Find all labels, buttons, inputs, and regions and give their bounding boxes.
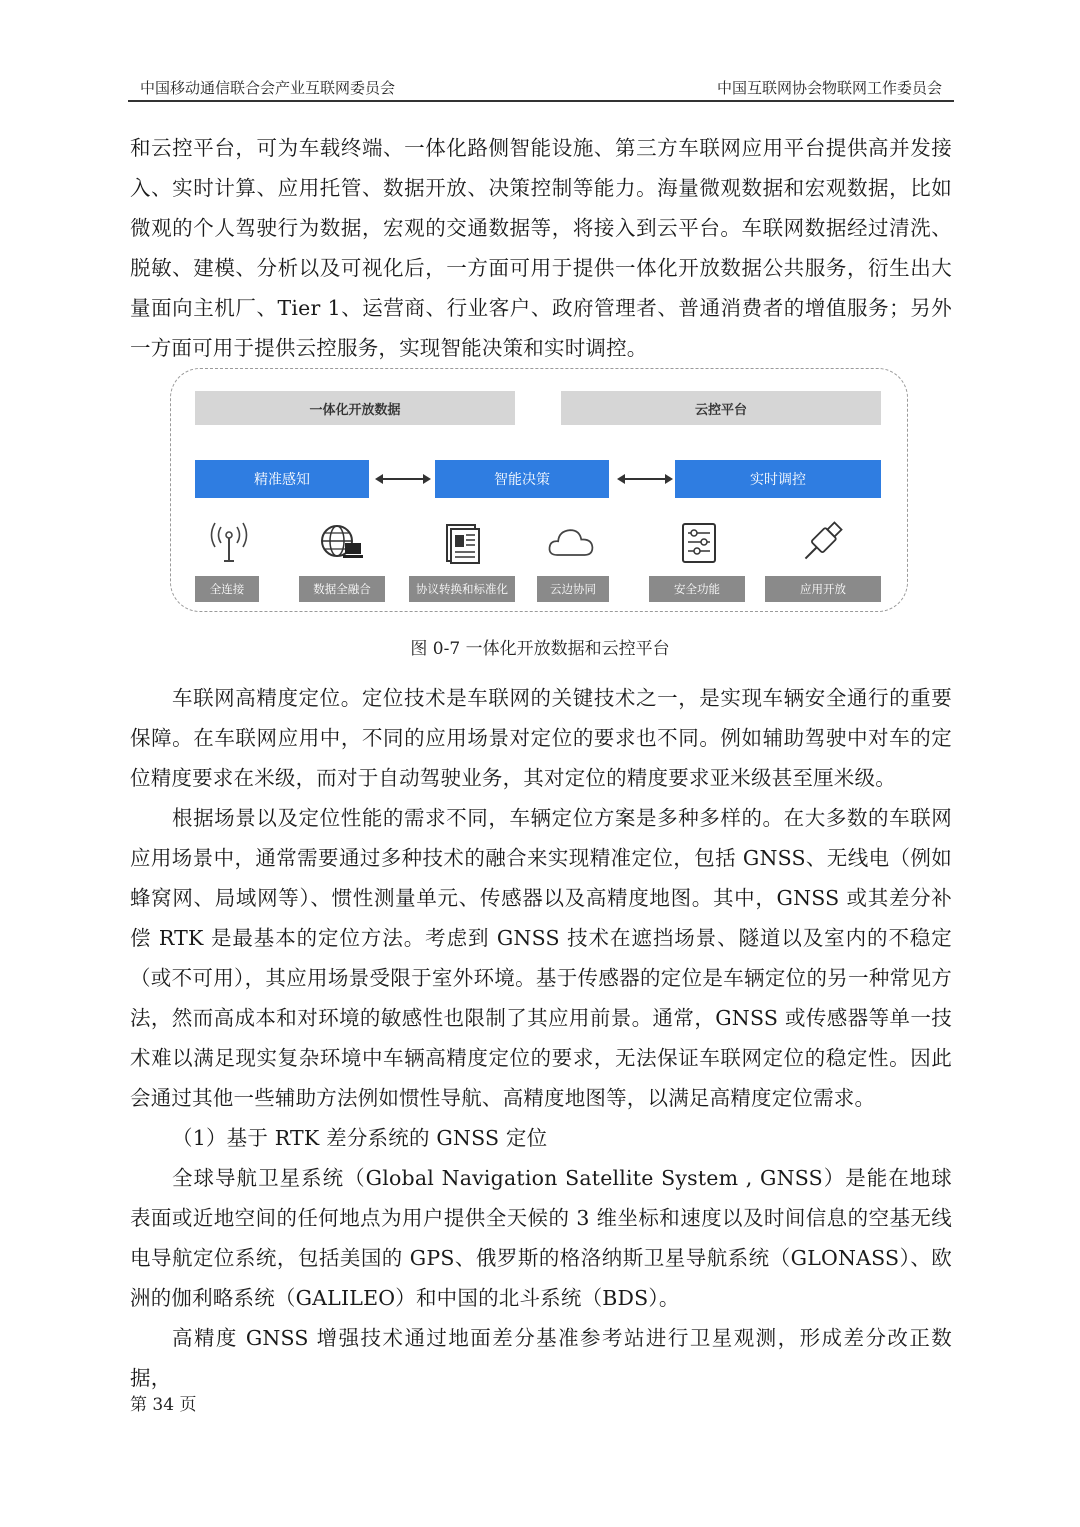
tag-protocol-conversion: 协议转换和标准化: [409, 576, 515, 602]
stage-decision: 智能决策: [435, 460, 609, 498]
paragraph-cloud-platform: 和云控平台，可为车载终端、一体化路侧智能设施、第三方车联网应用平台提供高并发接入、实时计算、应用托管、数据开放、决策控制等能力。海量微观数据和宏观数据，比如微观的个人驾驶行为数据，宏观的交通数据等，将接入到云平台。车联网数据经过清洗、脱敏、建模、分析以及可视化后，一方面可用于提供一体化开放数据公共服务，衍生出大量面向主机厂、Tier 1、运营商、行业客户、政府管理者、普通消费者的增值服务；另外一方面可用于提供云控服务，实现智能决策和实时调控。: [130, 136, 952, 360]
cloud-icon: [547, 521, 595, 565]
settings-panel-icon: [675, 521, 723, 565]
header-left: 中国移动通信联合会产业互联网委员会: [140, 79, 396, 97]
tag-security: 安全功能: [649, 576, 745, 602]
paragraph-positioning: 车联网高精度定位。定位技术是车联网的关键技术之一，是实现车辆安全通行的重要保障。在车联网应用中，不同的应用场景对定位的要求也不同。例如辅助驾驶中对车的定位精度要求在米级，而对于自动驾驶业务，其对定位的精度要求亚米级甚至厘米级。: [130, 686, 952, 790]
tag-full-connection: 全连接: [195, 576, 259, 602]
figure-caption: 图 0-7 一体化开放数据和云控平台: [410, 639, 670, 659]
paragraph-positioning-methods: 根据场景以及定位性能的需求不同，车辆定位方案是多种多样的。在大多数的车联网应用场景中，通常需要通过多种技术的融合来实现精准定位，包括 GNSS、无线电（例如蜂窝网、局域网等）、惯性测量单元、传感器以及高精度地图。其中，GNSS 或其差分补偿 RTK 是最基本的定位方法。考虑到 GNSS 技术在遮挡场景、隧道以及室内的不稳定（或不可用），其应用场景受限于室外环境。基于传感器的定位是车辆定位的另一种常见方法，然而高成本和对环境的敏感性也限制了其应用前景。通常，GNSS 或传感器等单一技术难以满足现实复杂环境中车辆高精度定位的要求，无法保证车联网定位的稳定性。因此会通过其他一些辅助方法例如惯性导航、高精度地图等，以满足高精度定位需求。: [130, 806, 952, 1110]
page-number: 第 34 页: [130, 1395, 197, 1415]
tag-cloud-edge: 云边协同: [537, 576, 609, 602]
antenna-icon: [205, 521, 253, 565]
stage-perception: 精准感知: [195, 460, 369, 498]
paragraph-gnss-enhancement: 高精度 GNSS 增强技术通过地面差分基准参考站进行卫星观测，形成差分改正数据，: [130, 1326, 952, 1390]
bar-open-data: 一体化开放数据: [195, 391, 515, 425]
tag-data-fusion: 数据全融合: [299, 576, 385, 602]
paragraph-gnss: 全球导航卫星系统（Global Navigation Satellite System , GNSS）是能在地球表面或近地空间的任何地点为用户提供全天候的 3 维坐标和速度以及时间信息的空基无线电导航定位系统，包括美国的 GPS、俄罗斯的格洛纳斯卫星导航系统（GLONASS）、欧洲的伽利略系统（GALILEO）和中国的北斗系统（BDS）。: [130, 1166, 952, 1310]
section-heading-rtk: （1）基于 RTK 差分系统的 GNSS 定位: [172, 1126, 548, 1150]
figure-open-data-cloud-control: [170, 368, 908, 612]
document-icon: [439, 521, 487, 565]
tag-app-open: 应用开放: [765, 576, 881, 602]
header-right: 中国互联网协会物联网工作委员会: [716, 79, 942, 97]
stage-control: 实时调控: [675, 460, 881, 498]
double-arrow-icon: [375, 470, 431, 488]
usb-plug-icon: [797, 521, 845, 565]
page-header: [128, 74, 954, 102]
globe-network-icon: [317, 521, 365, 565]
double-arrow-icon: [617, 470, 673, 488]
bar-cloud-control: 云控平台: [561, 391, 881, 425]
